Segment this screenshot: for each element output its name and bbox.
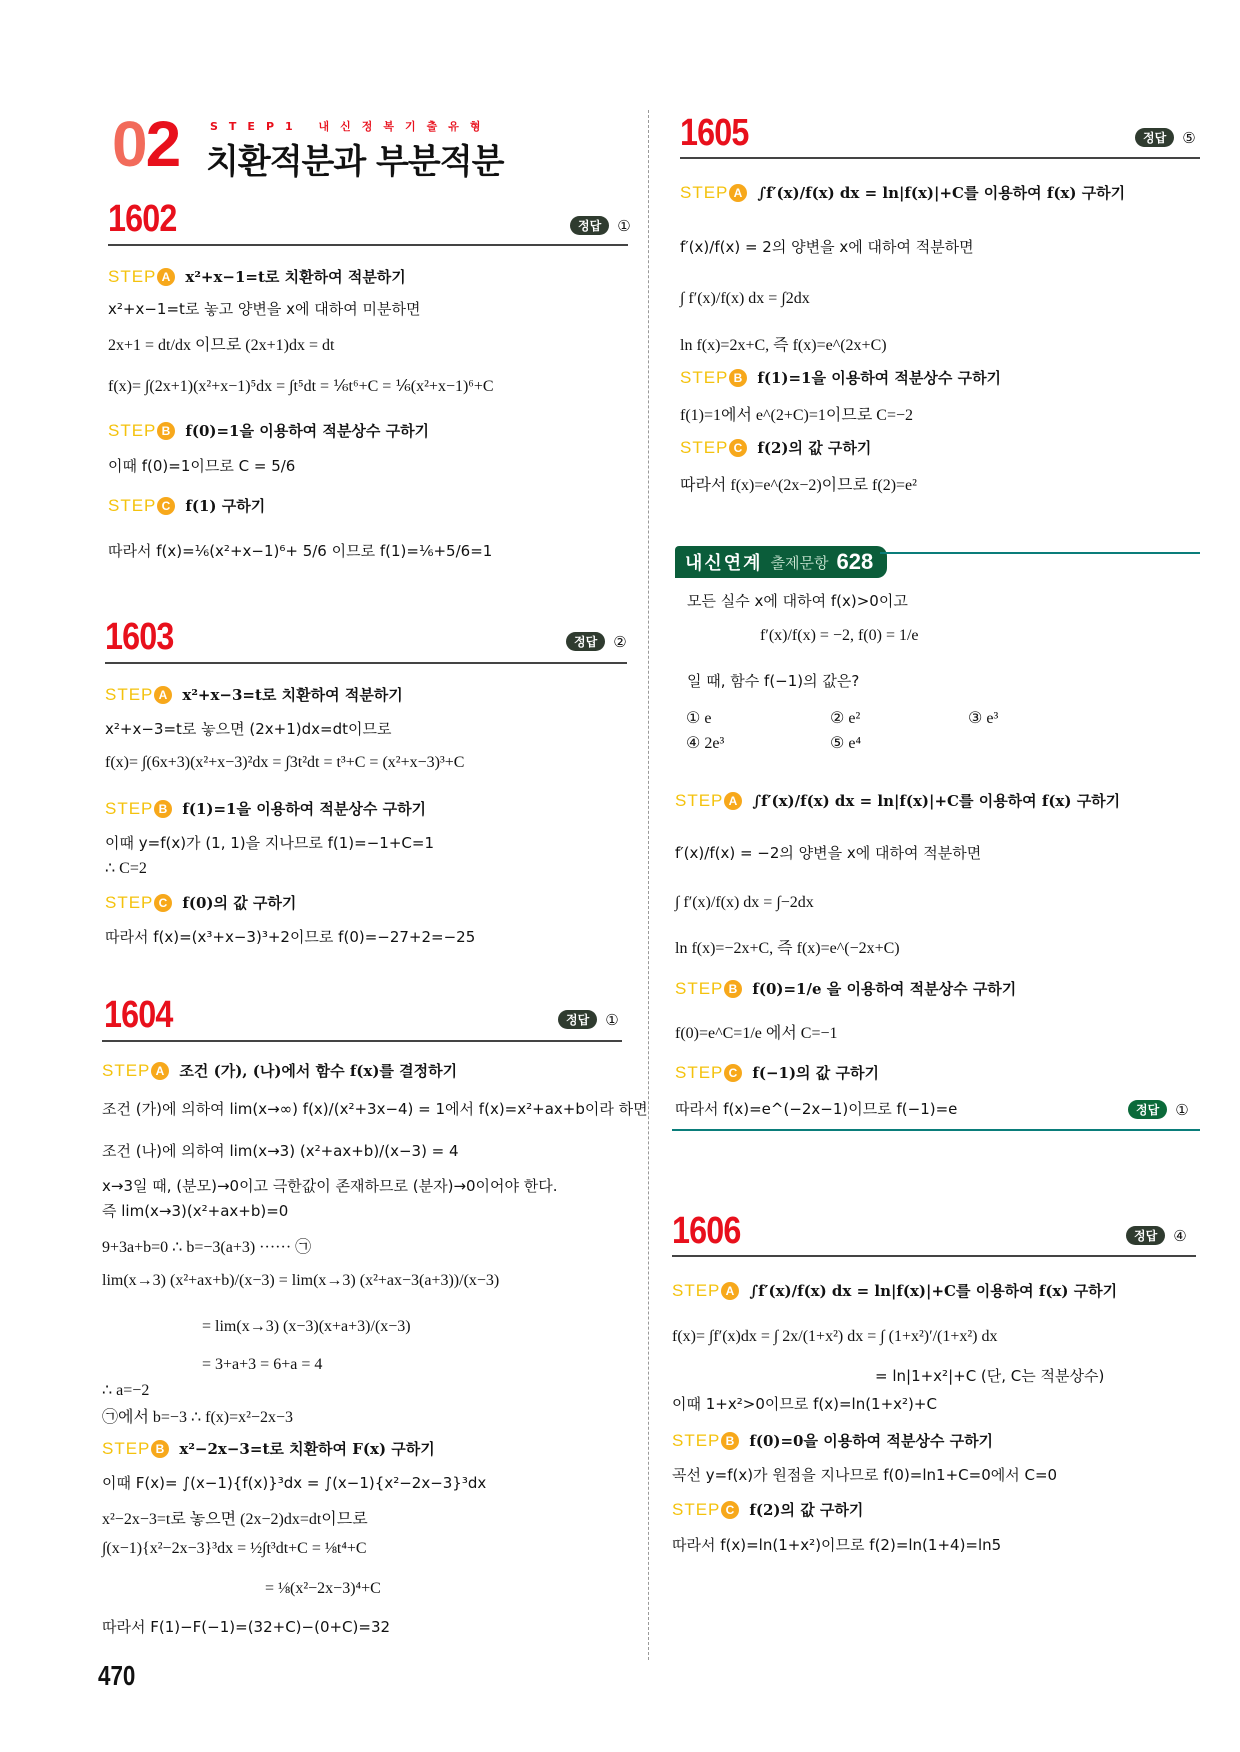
solution-line: lim(x→3) (x²+ax+b)/(x−3) = lim(x→3) (x²+ax−3(a+3))/(x−3) — [102, 1272, 500, 1289]
choice-4: ④ 2e³ — [686, 735, 725, 752]
solution-line: 따라서 f(x)=(x³+x−3)³+2이므로 f(0)=−27+2=−25 — [105, 928, 476, 946]
answer-1606: 정답 ④ — [1126, 1226, 1187, 1245]
solution-line: ∫ f′(x)/f(x) dx = ∫−2dx — [675, 894, 814, 911]
step-c: STEP C f(−1)의 값 구하기 — [675, 1062, 879, 1082]
step-c: STEP C f(0)의 값 구하기 — [105, 892, 297, 912]
step-b: STEP B f(1)=1을 이용하여 적분상수 구하기 — [680, 367, 1002, 387]
step-c: STEP C f(2)의 값 구하기 — [672, 1499, 864, 1519]
answer-pill: 정답 — [570, 216, 609, 235]
solution-line: 이때 F(x)= ∫(x−1){f(x)}³dx = ∫(x−1){x²−2x−3}³dx — [102, 1474, 487, 1492]
question-text: 일 때, 함수 f(−1)의 값은? — [687, 672, 860, 690]
solution-line: ㉠에서 b=−3 ∴ f(x)=x²−2x−3 — [102, 1409, 293, 1426]
solution-line: ∫ f′(x)/f(x) dx = ∫2dx — [680, 290, 810, 307]
step-a: STEP A x²+x−3=t로 치환하여 적분하기 — [105, 684, 403, 704]
step-a: STEP A ∫f′(x)/f(x) dx = ln|f(x)|+C를 이용하여 f(x) 구하기 — [672, 1280, 1118, 1300]
step-b: STEP B f(1)=1을 이용하여 적분상수 구하기 — [105, 798, 427, 818]
solution-line: x→3일 때, (분모)→0이고 극한값이 존재하므로 (분자)→0이어야 한다. — [102, 1177, 558, 1195]
step-a: STEP A ∫f′(x)/f(x) dx = ln|f(x)|+C를 이용하여 f(x) 구하기 — [680, 182, 1126, 202]
step-c: STEP C f(1) 구하기 — [108, 495, 266, 515]
solution-line: 이때 1+x²>0이므로 f(x)=ln(1+x²)+C — [672, 1395, 937, 1413]
solution-line: 조건 (가)에 의하여 lim(x→∞) f(x)/(x²+3x−4) = 1에서 f(x)=x²+ax+b이라 하면 — [102, 1100, 648, 1118]
chapter-title: 치환적분과 부분적분 — [206, 142, 504, 182]
solution-line: x²+x−1=t로 놓고 양변을 x에 대하여 미분하면 — [108, 300, 421, 318]
chapter-number: 02 — [112, 108, 180, 180]
solution-line: 따라서 f(x)=⅙(x²+x−1)⁶+ 5/6 이므로 f(1)=⅙+5/6=1 — [108, 542, 493, 560]
step-c: STEP C f(2)의 값 구하기 — [680, 437, 872, 457]
solution-line: x²−2x−3=t로 놓으면 (2x−2)dx=dt이므로 — [102, 1511, 368, 1528]
answer-1605: 정답 ⑤ — [1135, 128, 1196, 147]
solution-line: 9+3a+b=0 ∴ b=−3(a+3) ······ ㉠ — [102, 1239, 312, 1256]
answer-628: 정답 ① — [1128, 1100, 1189, 1119]
solution-line: x²+x−3=t로 놓으면 (2x+1)dx=dt이므로 — [105, 720, 392, 738]
step-b: STEP B x²−2x−3=t로 치환하여 F(x) 구하기 — [102, 1438, 435, 1458]
banner-rule — [880, 552, 1200, 554]
solution-line: = ln|1+x²|+C (단, C는 적분상수) — [875, 1367, 1105, 1385]
choice-3: ③ e³ — [968, 710, 999, 727]
solution-line: 따라서 f(x)=e^(2x−2)이므로 f(2)=e² — [680, 477, 917, 494]
solution-line: 곡선 y=f(x)가 원점을 지나므로 f(0)=ln1+C=0에서 C=0 — [672, 1466, 1058, 1484]
solution-line: ∴ a=−2 — [102, 1382, 150, 1399]
solution-line: ∴ C=2 — [105, 860, 147, 877]
step-b: STEP B f(0)=0을 이용하여 적분상수 구하기 — [672, 1430, 994, 1450]
solution-line: ∫(x−1){x²−2x−3}³dx = ½∫t³dt+C = ⅛t⁴+C — [102, 1540, 367, 1557]
step-badge-c: C — [157, 497, 175, 515]
problem-number-1602: 1602 — [108, 198, 177, 240]
solution-line: 이때 y=f(x)가 (1, 1)을 지나므로 f(1)=−1+C=1 — [105, 834, 434, 852]
solution-line: 즉 lim(x→3)(x²+ax+b)=0 — [102, 1202, 289, 1220]
answer-1604: 정답 ① — [558, 1010, 619, 1029]
choice-2: ② e² — [830, 710, 861, 727]
solution-line: f(1)=1에서 e^(2+C)=1이므로 C=−2 — [680, 407, 913, 424]
step-a: STEP A 조건 (가), (나)에서 함수 f(x)를 결정하기 — [102, 1060, 458, 1080]
solution-line: ln f(x)=2x+C, 즉 f(x)=e^(2x+C) — [680, 337, 887, 354]
step-badge-b: B — [157, 422, 175, 440]
chapter-step-label: STEP1 내신정복기출유형 — [210, 120, 492, 133]
solution-line: = lim(x→3) (x−3)(x+a+3)/(x−3) — [202, 1318, 411, 1335]
solution-line: f(0)=e^C=1/e 에서 C=−1 — [675, 1025, 838, 1042]
solution-line: 따라서 F(1)−F(−1)=(32+C)−(0+C)=32 — [102, 1618, 391, 1636]
solution-line: f(x)= ∫f′(x)dx = ∫ 2x/(1+x²) dx = ∫ (1+x²)′/(1+x²) dx — [672, 1328, 998, 1345]
section-rule — [102, 1040, 622, 1042]
problem-number-1606: 1606 — [672, 1210, 741, 1252]
solution-line: 2x+1 = dt/dx 이므로 (2x+1)dx = dt — [108, 337, 335, 354]
answer-1603: 정답 ② — [566, 632, 627, 651]
column-divider — [648, 110, 649, 1660]
step-badge-a: A — [157, 268, 175, 286]
choice-1: ① e — [686, 710, 712, 727]
solution-line: 따라서 f(x)=e^(−2x−1)이므로 f(−1)=e — [675, 1100, 958, 1118]
solution-line: 따라서 f(x)=ln(1+x²)이므로 f(2)=ln(1+4)=ln5 — [672, 1536, 1002, 1554]
page-number: 470 — [98, 1660, 136, 1691]
linked-problem-end-rule — [672, 1129, 1200, 1131]
question-equation: f′(x)/f(x) = −2, f(0) = 1/e — [760, 627, 919, 644]
solution-line: 이때 f(0)=1이므로 C = 5/6 — [108, 457, 296, 475]
section-rule — [672, 1255, 1196, 1257]
solution-line: f(x)= ∫(2x+1)(x²+x−1)⁵dx = ∫t⁵dt = ⅙t⁶+C = ⅙(x²+x−1)⁶+C — [108, 378, 494, 395]
question-text: 모든 실수 x에 대하여 f(x)>0이고 — [687, 592, 908, 610]
answer-1602: 정답 ① — [570, 216, 631, 235]
section-rule — [105, 662, 627, 664]
step-b: STEP B f(0)=1을 이용하여 적분상수 구하기 — [108, 420, 430, 440]
step-a: STEP A ∫f′(x)/f(x) dx = ln|f(x)|+C를 이용하여 f(x) 구하기 — [675, 790, 1121, 810]
problem-number-1604: 1604 — [104, 994, 173, 1036]
choice-5: ⑤ e⁴ — [830, 735, 862, 752]
solution-line: f(x)= ∫(6x+3)(x²+x−3)²dx = ∫3t²dt = t³+C = (x²+x−3)³+C — [105, 754, 465, 771]
problem-number-1605: 1605 — [680, 112, 749, 154]
solution-line: ln f(x)=−2x+C, 즉 f(x)=e^(−2x+C) — [675, 940, 900, 957]
section-rule — [680, 157, 1200, 159]
solution-line: f′(x)/f(x) = 2의 양변을 x에 대하여 적분하면 — [680, 238, 974, 256]
solution-line: = ⅛(x²−2x−3)⁴+C — [265, 1580, 381, 1597]
linked-problem-banner: 내신연계 출제문항 628 — [675, 546, 887, 578]
step-b: STEP B f(0)=1/e 을 이용하여 적분상수 구하기 — [675, 978, 1017, 998]
section-rule — [108, 244, 628, 246]
problem-number-1603: 1603 — [105, 616, 174, 658]
step-a: STEP A x²+x−1=t로 치환하여 적분하기 — [108, 266, 406, 286]
solution-line: = 3+a+3 = 6+a = 4 — [202, 1356, 323, 1373]
solution-line: f′(x)/f(x) = −2의 양변을 x에 대하여 적분하면 — [675, 844, 982, 862]
solution-line: 조건 (나)에 의하여 lim(x→3) (x²+ax+b)/(x−3) = 4 — [102, 1142, 459, 1160]
